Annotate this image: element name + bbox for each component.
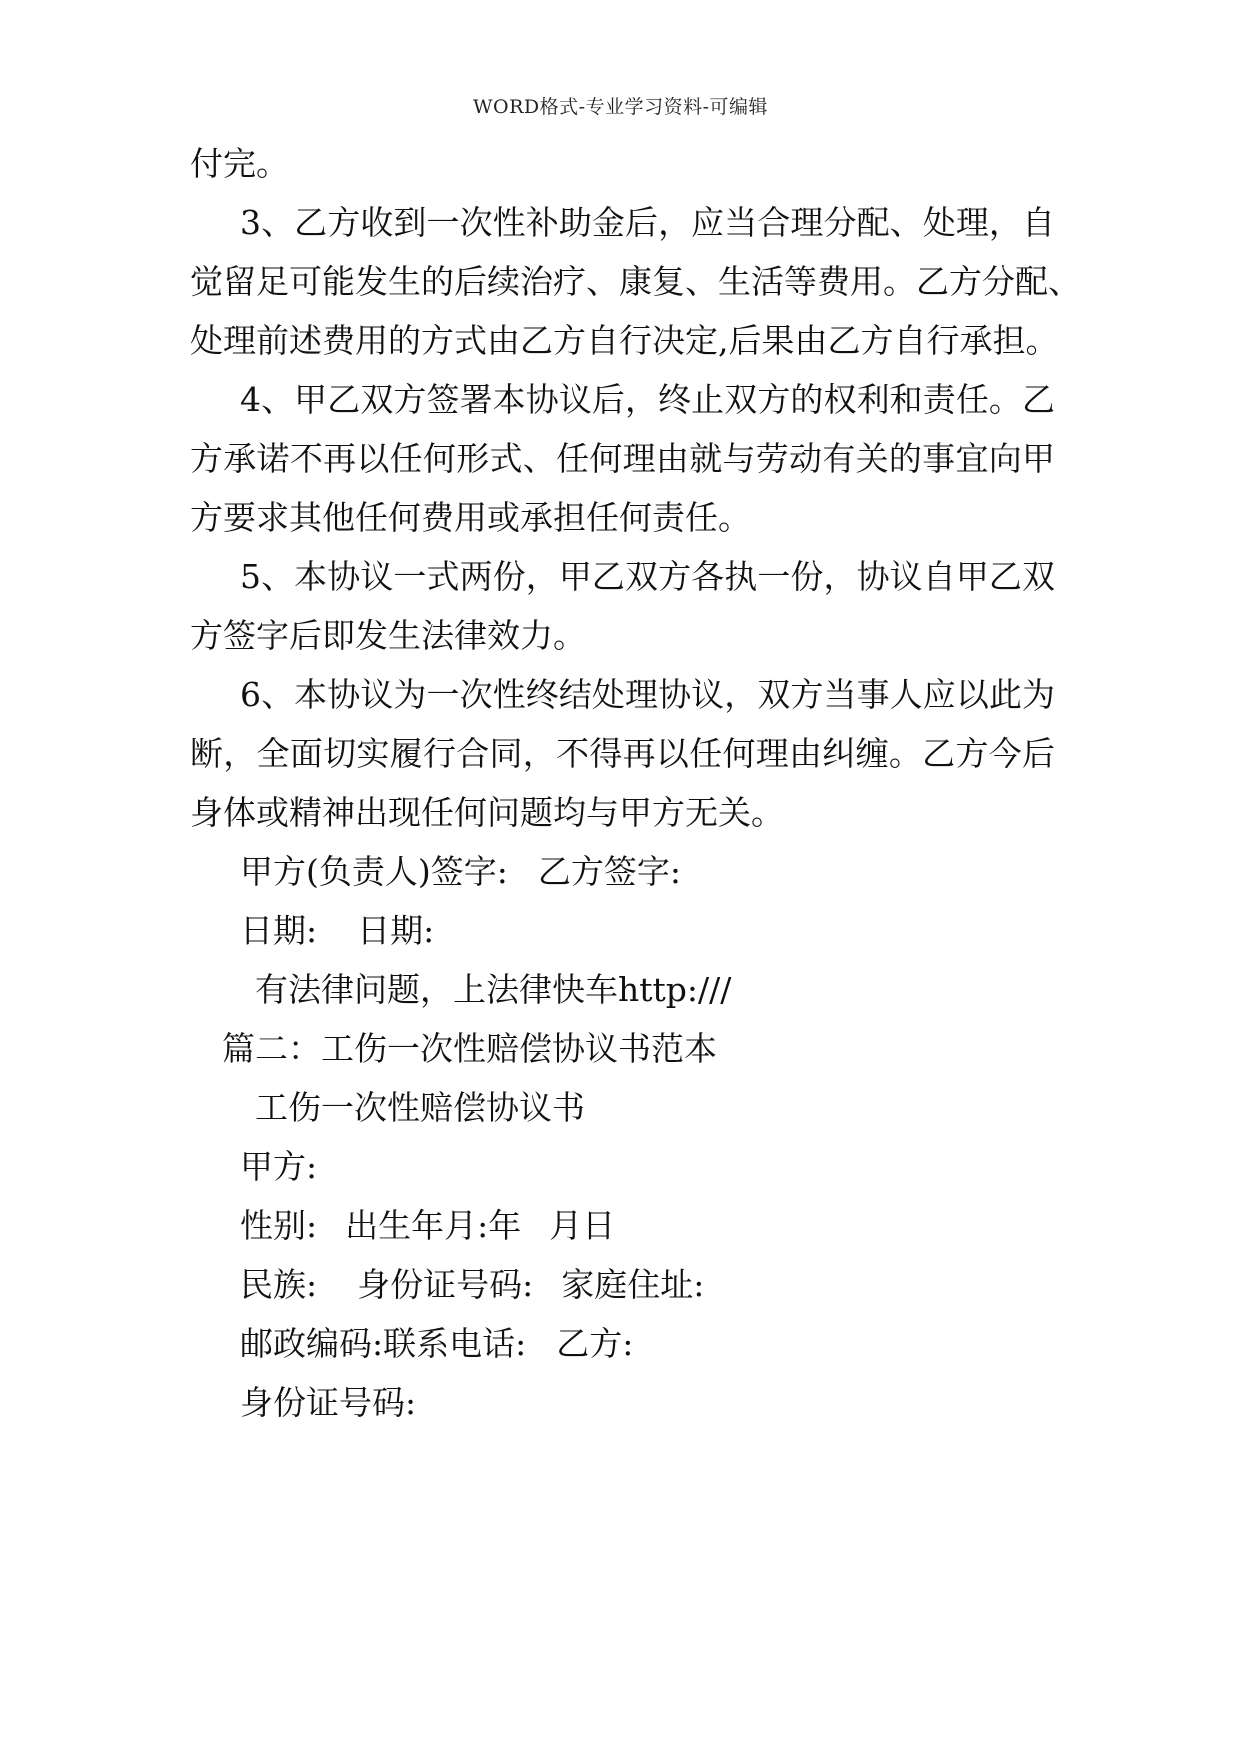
page-header: WORD格式-专业学习资料-可编辑	[473, 96, 768, 118]
legal-note: 有法律问题，上法律快车http:///	[255, 970, 732, 1009]
party-a-label: 甲方:	[240, 1147, 318, 1186]
body-line: 断，全面切实履行合同，不得再以任何理由纠缠。乙方今后	[190, 734, 1055, 773]
ethnicity-label: 民族:	[240, 1265, 318, 1304]
id-number-b-label: 身份证号码:	[240, 1383, 417, 1422]
body-line: 处理前述费用的方式由乙方自行决定,后果由乙方自行承担。	[190, 321, 1059, 360]
gender-birth-line	[240, 1206, 615, 1246]
postal-line	[240, 1324, 633, 1364]
signature-party-b: 乙方签字:	[537, 852, 681, 891]
body-line: 6、本协议为一次性终结处理协议，双方当事人应以此为	[240, 675, 1055, 714]
body-line: 方要求其他任何费用或承担任何责任。	[190, 498, 751, 537]
body-line: 4、甲乙双方签署本协议后，终止双方的权利和责任。乙	[240, 380, 1055, 419]
section-title: 篇二：工伤一次性赔偿协议书范本	[222, 1029, 717, 1068]
id-number-label: 身份证号码:	[357, 1265, 534, 1304]
birth-month-day: 月日	[549, 1206, 616, 1245]
date-party-a: 日期:	[240, 911, 318, 950]
postal-phone-label: 邮政编码:联系电话:	[240, 1324, 527, 1363]
body-line: 5、本协议一式两份，甲乙双方各执一份，协议自甲乙双	[240, 557, 1055, 596]
party-b-label: 乙方:	[556, 1324, 634, 1363]
date-line	[240, 911, 434, 951]
address-label: 家庭住址:	[561, 1265, 705, 1304]
signature-line	[240, 852, 681, 892]
body-line: 方承诺不再以任何形式、任何理由就与劳动有关的事宜向甲	[190, 439, 1055, 478]
document-title: 工伤一次性赔偿协议书	[255, 1088, 585, 1127]
birth-label: 出生年月:年	[345, 1206, 522, 1245]
gender-label: 性别:	[240, 1206, 318, 1245]
date-party-b: 日期:	[357, 911, 435, 950]
body-line: 身体或精神出现任何问题均与甲方无关。	[190, 793, 784, 832]
ethnicity-line	[240, 1265, 704, 1305]
signature-party-a: 甲方(负责人)签字:	[240, 852, 508, 891]
body-line: 3、乙方收到一次性补助金后，应当合理分配、处理，自	[240, 203, 1055, 242]
body-line: 觉留足可能发生的后续治疗、康复、生活等费用。乙方分配、	[190, 262, 1081, 301]
body-line: 付完。	[190, 144, 289, 183]
body-line: 方签字后即发生法律效力。	[190, 616, 586, 655]
